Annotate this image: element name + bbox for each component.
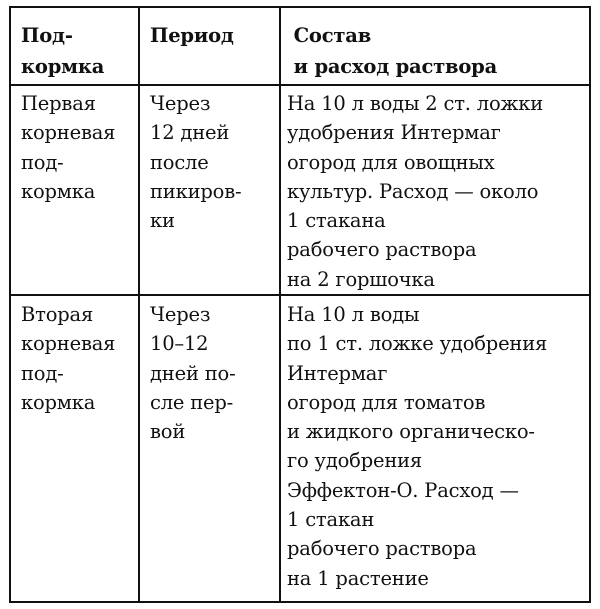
header-composition: Состав и расход раствора	[293, 24, 498, 78]
header-divider	[11, 84, 589, 86]
row1-feeding-name: Первая корневая под- кормка	[21, 92, 116, 203]
header-period: Период	[150, 24, 234, 47]
row1-period: Через 12 дней после пикиров- ки	[150, 92, 242, 233]
column-divider-2	[279, 8, 281, 601]
fertilizer-table	[9, 6, 591, 603]
row2-feeding-name: Вторая корневая под- кормка	[21, 303, 116, 414]
row1-composition: На 10 л воды 2 ст. ложки удобрения Интермаг огород для овощных культур. Расход — около 1 стакана рабочего раствора на 2 горшочка	[287, 92, 544, 291]
row-divider	[11, 294, 589, 296]
header-feeding: Под- кормка	[21, 24, 105, 78]
row2-period: Через 10–12 дней по- сле пер- вой	[150, 303, 236, 444]
row2-composition: На 10 л воды по 1 ст. ложке удобрения Интермаг огород для томатов и жидкого органическо- го удобрения Эффектон-О. Расход — 1 стакан рабочего раствора на 1 растение	[287, 303, 548, 590]
column-divider-1	[138, 8, 140, 601]
